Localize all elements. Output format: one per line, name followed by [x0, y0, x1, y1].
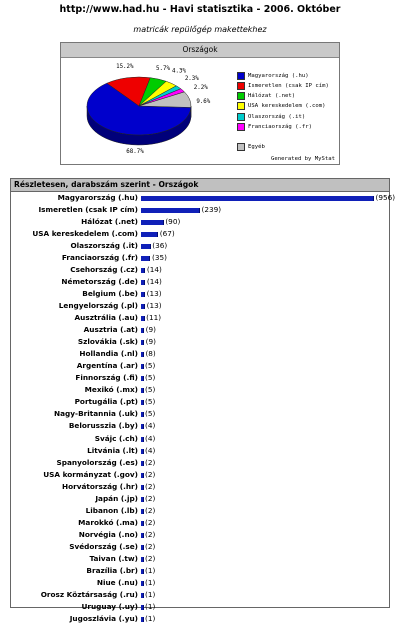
legend-label: Franciaország (.fr)	[248, 124, 312, 130]
table-row	[11, 229, 389, 240]
row-count: (2)	[145, 554, 155, 565]
row-label: Nagy-Britannia (.uk)	[11, 409, 138, 420]
row-label: Finnország (.fi)	[11, 373, 138, 384]
table-row	[11, 590, 389, 601]
row-bar	[141, 557, 144, 562]
table-row	[11, 446, 389, 457]
row-bar	[141, 196, 374, 201]
row-bar	[141, 424, 144, 429]
table-row	[11, 301, 389, 312]
row-bar	[141, 352, 144, 357]
pie-chart-title: Országok	[61, 43, 339, 58]
row-label: Marokkó (.ma)	[11, 518, 138, 529]
table-row	[11, 602, 389, 613]
table-row	[11, 361, 389, 372]
row-count: (2)	[145, 542, 155, 553]
row-count: (14)	[147, 265, 162, 276]
table-row	[11, 530, 389, 541]
row-bar	[141, 292, 145, 297]
row-count: (5)	[145, 397, 155, 408]
pie-legend	[237, 71, 339, 153]
row-bar	[141, 256, 150, 261]
table-row	[11, 265, 389, 276]
row-label: Olaszország (.it)	[11, 241, 138, 252]
row-count: (13)	[147, 301, 162, 312]
row-count: (239)	[202, 205, 222, 216]
row-count: (35)	[152, 253, 167, 264]
row-count: (2)	[145, 470, 155, 481]
row-count: (2)	[145, 458, 155, 469]
row-count: (90)	[165, 217, 180, 228]
row-label: Portugália (.pt)	[11, 397, 138, 408]
row-label: Szlovákia (.sk)	[11, 337, 138, 348]
row-count: (2)	[145, 494, 155, 505]
row-label: Belgium (.be)	[11, 289, 138, 300]
pie-slice-label: 2.3%	[185, 76, 199, 82]
row-label: Ausztrália (.au)	[11, 313, 138, 324]
table-row	[11, 241, 389, 252]
row-label: Taivan (.tw)	[11, 554, 138, 565]
row-label: Argentína (.ar)	[11, 361, 138, 372]
row-count: (5)	[145, 361, 155, 372]
row-count: (1)	[145, 590, 155, 601]
generated-by-label: Generated by MyStat	[271, 156, 335, 162]
row-label: Belorusszia (.by)	[11, 421, 138, 432]
row-label: Németország (.de)	[11, 277, 138, 288]
row-bar	[141, 617, 144, 622]
pie-slice-label: 2.2%	[194, 85, 208, 91]
row-label: Norvégia (.no)	[11, 530, 138, 541]
row-count: (2)	[145, 518, 155, 529]
row-label: Litvánia (.lt)	[11, 446, 138, 457]
legend-item-fr	[237, 122, 339, 131]
legend-label: USA kereskedelem (.com)	[248, 103, 325, 109]
table-row	[11, 205, 389, 216]
table-row	[11, 325, 389, 336]
row-count: (2)	[145, 482, 155, 493]
table-row	[11, 313, 389, 324]
table-row	[11, 470, 389, 481]
row-bar	[141, 364, 144, 369]
row-count: (1)	[145, 602, 155, 613]
row-bar	[141, 485, 144, 490]
row-label: Mexikó (.mx)	[11, 385, 138, 396]
row-count: (9)	[146, 337, 156, 348]
legend-item-net	[237, 92, 339, 101]
page-header	[0, 0, 400, 36]
detail-table	[10, 178, 390, 608]
row-label: Spanyolország (.es)	[11, 458, 138, 469]
table-row	[11, 614, 389, 625]
row-label: Csehország (.cz)	[11, 265, 138, 276]
row-label: Magyarország (.hu)	[11, 193, 138, 204]
row-bar	[141, 521, 144, 526]
row-bar	[141, 509, 144, 514]
legend-item-unknown	[237, 81, 339, 90]
row-bar	[141, 220, 164, 225]
row-bar	[141, 545, 144, 550]
row-bar	[141, 268, 145, 273]
row-bar	[141, 569, 144, 574]
row-bar	[141, 605, 144, 610]
row-count: (14)	[147, 277, 162, 288]
legend-swatch	[237, 92, 245, 100]
legend-swatch	[237, 113, 245, 121]
row-label: Horvátország (.hr)	[11, 482, 138, 493]
table-row	[11, 409, 389, 420]
row-bar	[141, 304, 145, 309]
legend-swatch	[237, 143, 245, 151]
pie-slice-label: 9.6%	[196, 99, 210, 105]
row-label: Niue (.nu)	[11, 578, 138, 589]
row-count: (13)	[147, 289, 162, 300]
pie-slice-label: 5.7%	[156, 66, 170, 72]
legend-item-other	[237, 142, 339, 151]
row-count: (67)	[160, 229, 175, 240]
page-title: http://www.had.hu - Havi statisztika - 2006. Október	[0, 3, 400, 17]
row-count: (11)	[146, 313, 161, 324]
row-bar	[141, 280, 145, 285]
row-bar	[141, 328, 144, 333]
page-subtitle: matricák repülőgép makettekhez	[0, 24, 400, 36]
row-bar	[141, 437, 144, 442]
legend-label: Hálózat (.net)	[248, 93, 295, 99]
row-bar	[141, 400, 144, 405]
table-row	[11, 373, 389, 384]
legend-label: Olaszország (.it)	[248, 114, 305, 120]
legend-label: Egyéb	[248, 144, 265, 150]
table-row	[11, 566, 389, 577]
row-count: (1)	[145, 614, 155, 625]
row-count: (4)	[145, 421, 155, 432]
table-row	[11, 578, 389, 589]
legend-item-it	[237, 112, 339, 121]
row-label: Jugoszlávia (.yu)	[11, 614, 138, 625]
row-bar	[141, 232, 158, 237]
row-label: Hálózat (.net)	[11, 217, 138, 228]
row-bar	[141, 581, 144, 586]
row-label: Ausztria (.at)	[11, 325, 138, 336]
row-label: Svédország (.se)	[11, 542, 138, 553]
table-row	[11, 193, 389, 204]
legend-item-hu	[237, 71, 339, 80]
row-bar	[141, 593, 144, 598]
row-label: Brazília (.br)	[11, 566, 138, 577]
row-bar	[141, 388, 144, 393]
table-row	[11, 518, 389, 529]
table-row	[11, 554, 389, 565]
pie-slice-label: 4.3%	[172, 69, 186, 75]
row-label: USA kormányzat (.gov)	[11, 470, 138, 481]
table-row	[11, 421, 389, 432]
table-row	[11, 506, 389, 517]
row-count: (5)	[145, 409, 155, 420]
table-row	[11, 482, 389, 493]
row-label: Orosz Köztársaság (.ru)	[11, 590, 138, 601]
row-label: USA kereskedelem (.com)	[11, 229, 138, 240]
row-bar	[141, 376, 144, 381]
row-bar	[141, 244, 151, 249]
row-count: (36)	[152, 241, 167, 252]
row-count: (9)	[146, 325, 156, 336]
row-count: (8)	[145, 349, 155, 360]
pie-chart	[61, 58, 237, 164]
row-count: (956)	[376, 193, 396, 204]
legend-swatch	[237, 102, 245, 110]
table-row	[11, 337, 389, 348]
detail-table-title: Részletesen, darabszám szerint - Országok	[11, 179, 389, 192]
legend-swatch	[237, 82, 245, 90]
row-label: Franciaország (.fr)	[11, 253, 138, 264]
row-bar	[141, 412, 144, 417]
row-label: Hollandia (.nl)	[11, 349, 138, 360]
table-row	[11, 542, 389, 553]
row-label: Libanon (.lb)	[11, 506, 138, 517]
row-count: (4)	[145, 446, 155, 457]
pie-slice-label: 68.7%	[126, 149, 144, 155]
row-label: Lengyelország (.pl)	[11, 301, 138, 312]
row-count: (2)	[145, 530, 155, 541]
row-bar	[141, 461, 144, 466]
row-count: (1)	[145, 578, 155, 589]
row-bar	[141, 340, 144, 345]
row-bar	[141, 449, 144, 454]
table-row	[11, 434, 389, 445]
table-row	[11, 494, 389, 505]
row-bar	[141, 316, 145, 321]
table-row	[11, 458, 389, 469]
row-label: Japán (.jp)	[11, 494, 138, 505]
table-row	[11, 253, 389, 264]
row-count: (4)	[145, 434, 155, 445]
legend-item-com	[237, 102, 339, 111]
legend-swatch	[237, 72, 245, 80]
row-label: Uruguay (.uy)	[11, 602, 138, 613]
row-count: (2)	[145, 506, 155, 517]
table-row	[11, 217, 389, 228]
row-bar	[141, 533, 144, 538]
table-row	[11, 385, 389, 396]
row-bar	[141, 208, 200, 213]
row-label: Ismeretlen (csak IP cím)	[11, 205, 138, 216]
row-count: (5)	[145, 385, 155, 396]
legend-swatch	[237, 123, 245, 131]
row-bar	[141, 497, 144, 502]
legend-label: Ismeretlen (csak IP cím)	[248, 83, 329, 89]
table-row	[11, 397, 389, 408]
table-row	[11, 349, 389, 360]
pie-chart-panel	[60, 42, 340, 165]
legend-label: Magyarország (.hu)	[248, 73, 309, 79]
row-count: (1)	[145, 566, 155, 577]
row-label: Svájc (.ch)	[11, 434, 138, 445]
row-bar	[141, 473, 144, 478]
table-row	[11, 289, 389, 300]
row-count: (5)	[145, 373, 155, 384]
table-row	[11, 277, 389, 288]
pie-slice-label: 15.2%	[116, 64, 134, 70]
